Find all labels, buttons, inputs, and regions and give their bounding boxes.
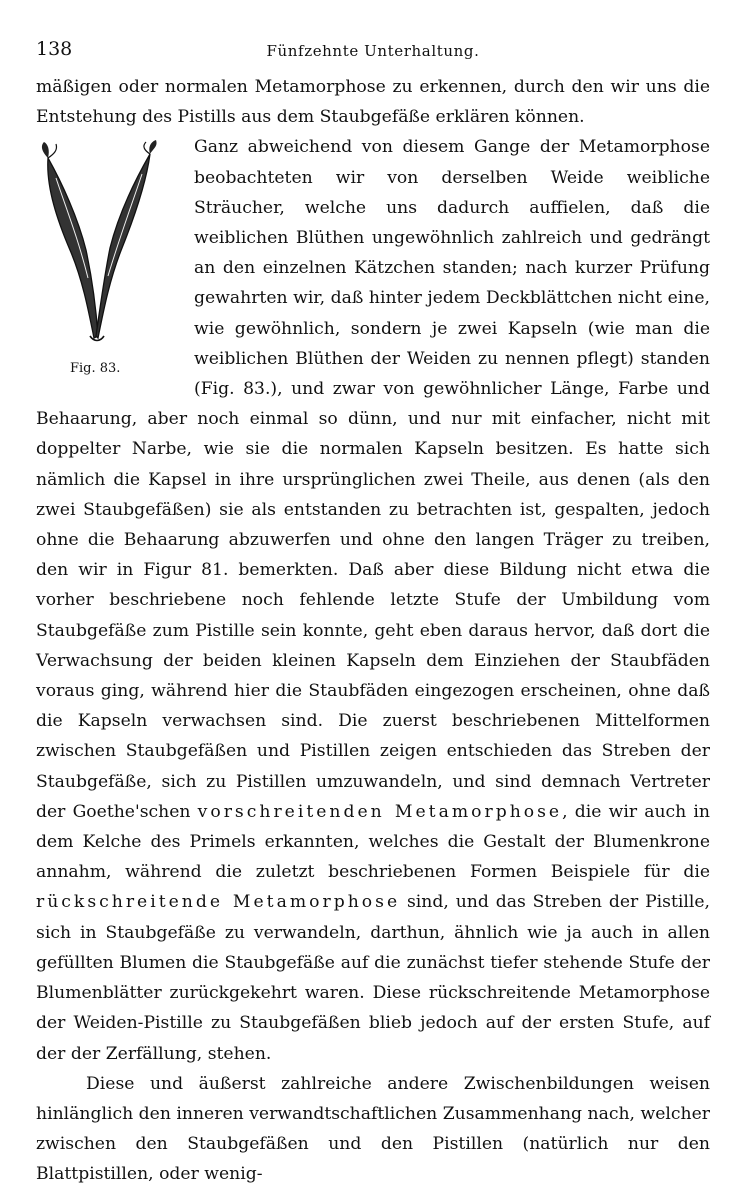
- paragraph-2-text-a: Ganz abweichend von diesem Gange der Metamorphose beobachteten wir von derselben Weide weibliche Sträucher, welche uns dadurch auffielen, daß die weiblichen Blüthen ungewöhnlich zahlreich und gedrängt an den einzelnen Kätzchen standen; nach kurzer Prüfung gewahrten wir, daß hinter jedem Deckblättchen nicht eine, wie gewöhnlich, sondern je zwei Kapseln (wie man die weiblichen Blüthen der Weiden zu nennen pflegt) standen (Fig. 83.), und zwar von gewöhnlicher Länge, Farbe und Behaarung, aber noch einmal so dünn, und nur mit einfacher, nicht mit doppelter Narbe, wie sie die normalen Kapseln besitzen. Es hatte sich nämlich die Kapsel in ihre ursprünglichen zwei Theile, aus denen (als den zwei Staubgefäßen) sie als entstanden zu betrachten ist, gespalten, jedoch ohne die Behaarung abzuwerfen und ohne den langen Träger zu treiben, den wir in Figur 81. bemerkten. Daß aber diese Bildung nicht etwa die vorher beschriebene noch fehlende letzte Stufe der Umbildung vom Staubgefäße zum Pistille sein konnte, geht eben daraus hervor, daß dort die Verwachsung der beiden kleinen Kapseln dem Einziehen der Staubfäden voraus ging, während hier die Staubfäden eingezogen erscheinen, ohne daß die Kapseln verwachsen sind. Die zuerst beschriebenen Mittelformen zwischen Staubgefäßen und Pistillen zeigen entschieden das Streben der Staubgefäße, sich zu Pistillen umzuwandeln, und sind demnach Vertreter der Goethe'schen: [36, 137, 710, 822]
- page-header: [36, 0, 710, 78]
- emphasis-regressive-metamorphosis: rückschreitende Metamorphose: [36, 892, 401, 913]
- paragraph-2-text-b: , die wir auch in dem Kelche des Primels erkannten, welches die Gestalt der Blumenkrone annahm, während die zuletzt beschriebenen Formen Beispiele für die: [36, 801, 710, 883]
- paragraph-3: [36, 1069, 710, 1190]
- paragraph-1-text: mäßigen oder normalen Metamorphose zu erkennen, durch den wir uns die Entstehung des Pistills aus dem Staubgefäße erklären können.: [36, 77, 710, 128]
- running-head: Fünfzehnte Unterhaltung.: [266, 42, 480, 60]
- willow-pistil-double-capsule-icon: [32, 138, 162, 343]
- figure-83: [30, 138, 180, 378]
- paragraph-2-text-c: sind, und das Streben der Pistille, sich in Staubgefäße zu verwandeln, darthun, ähnlich wie ja auch in allen gefüllten Blumen die Staubgefäße auf die zunächst tiefer stehende Stufe der Blumenblätter zurückgekehrt waren. Diese rückschreitende Metamorphose der Weiden-Pistille zu Staubgefäßen blieb jedoch auf der ersten Stufe, auf der der Zerfällung, stehen.: [36, 892, 710, 1064]
- paragraph-3-text: Diese und äußerst zahlreiche andere Zwischenbildungen weisen hinlänglich den inneren verwandtschaftlichen Zusammenhang nach, welcher zwischen den Staubgefäßen und den Pistillen (natürlich nur den Blattpistillen, oder wenig-: [36, 1073, 710, 1185]
- page-number: 138: [36, 38, 73, 60]
- body-text: [36, 72, 710, 1190]
- figure-caption: Fig. 83.: [70, 361, 121, 377]
- emphasis-progressive-metamorphosis: vorschreitenden Metamorphose: [197, 801, 563, 822]
- paragraph-1: [36, 72, 710, 132]
